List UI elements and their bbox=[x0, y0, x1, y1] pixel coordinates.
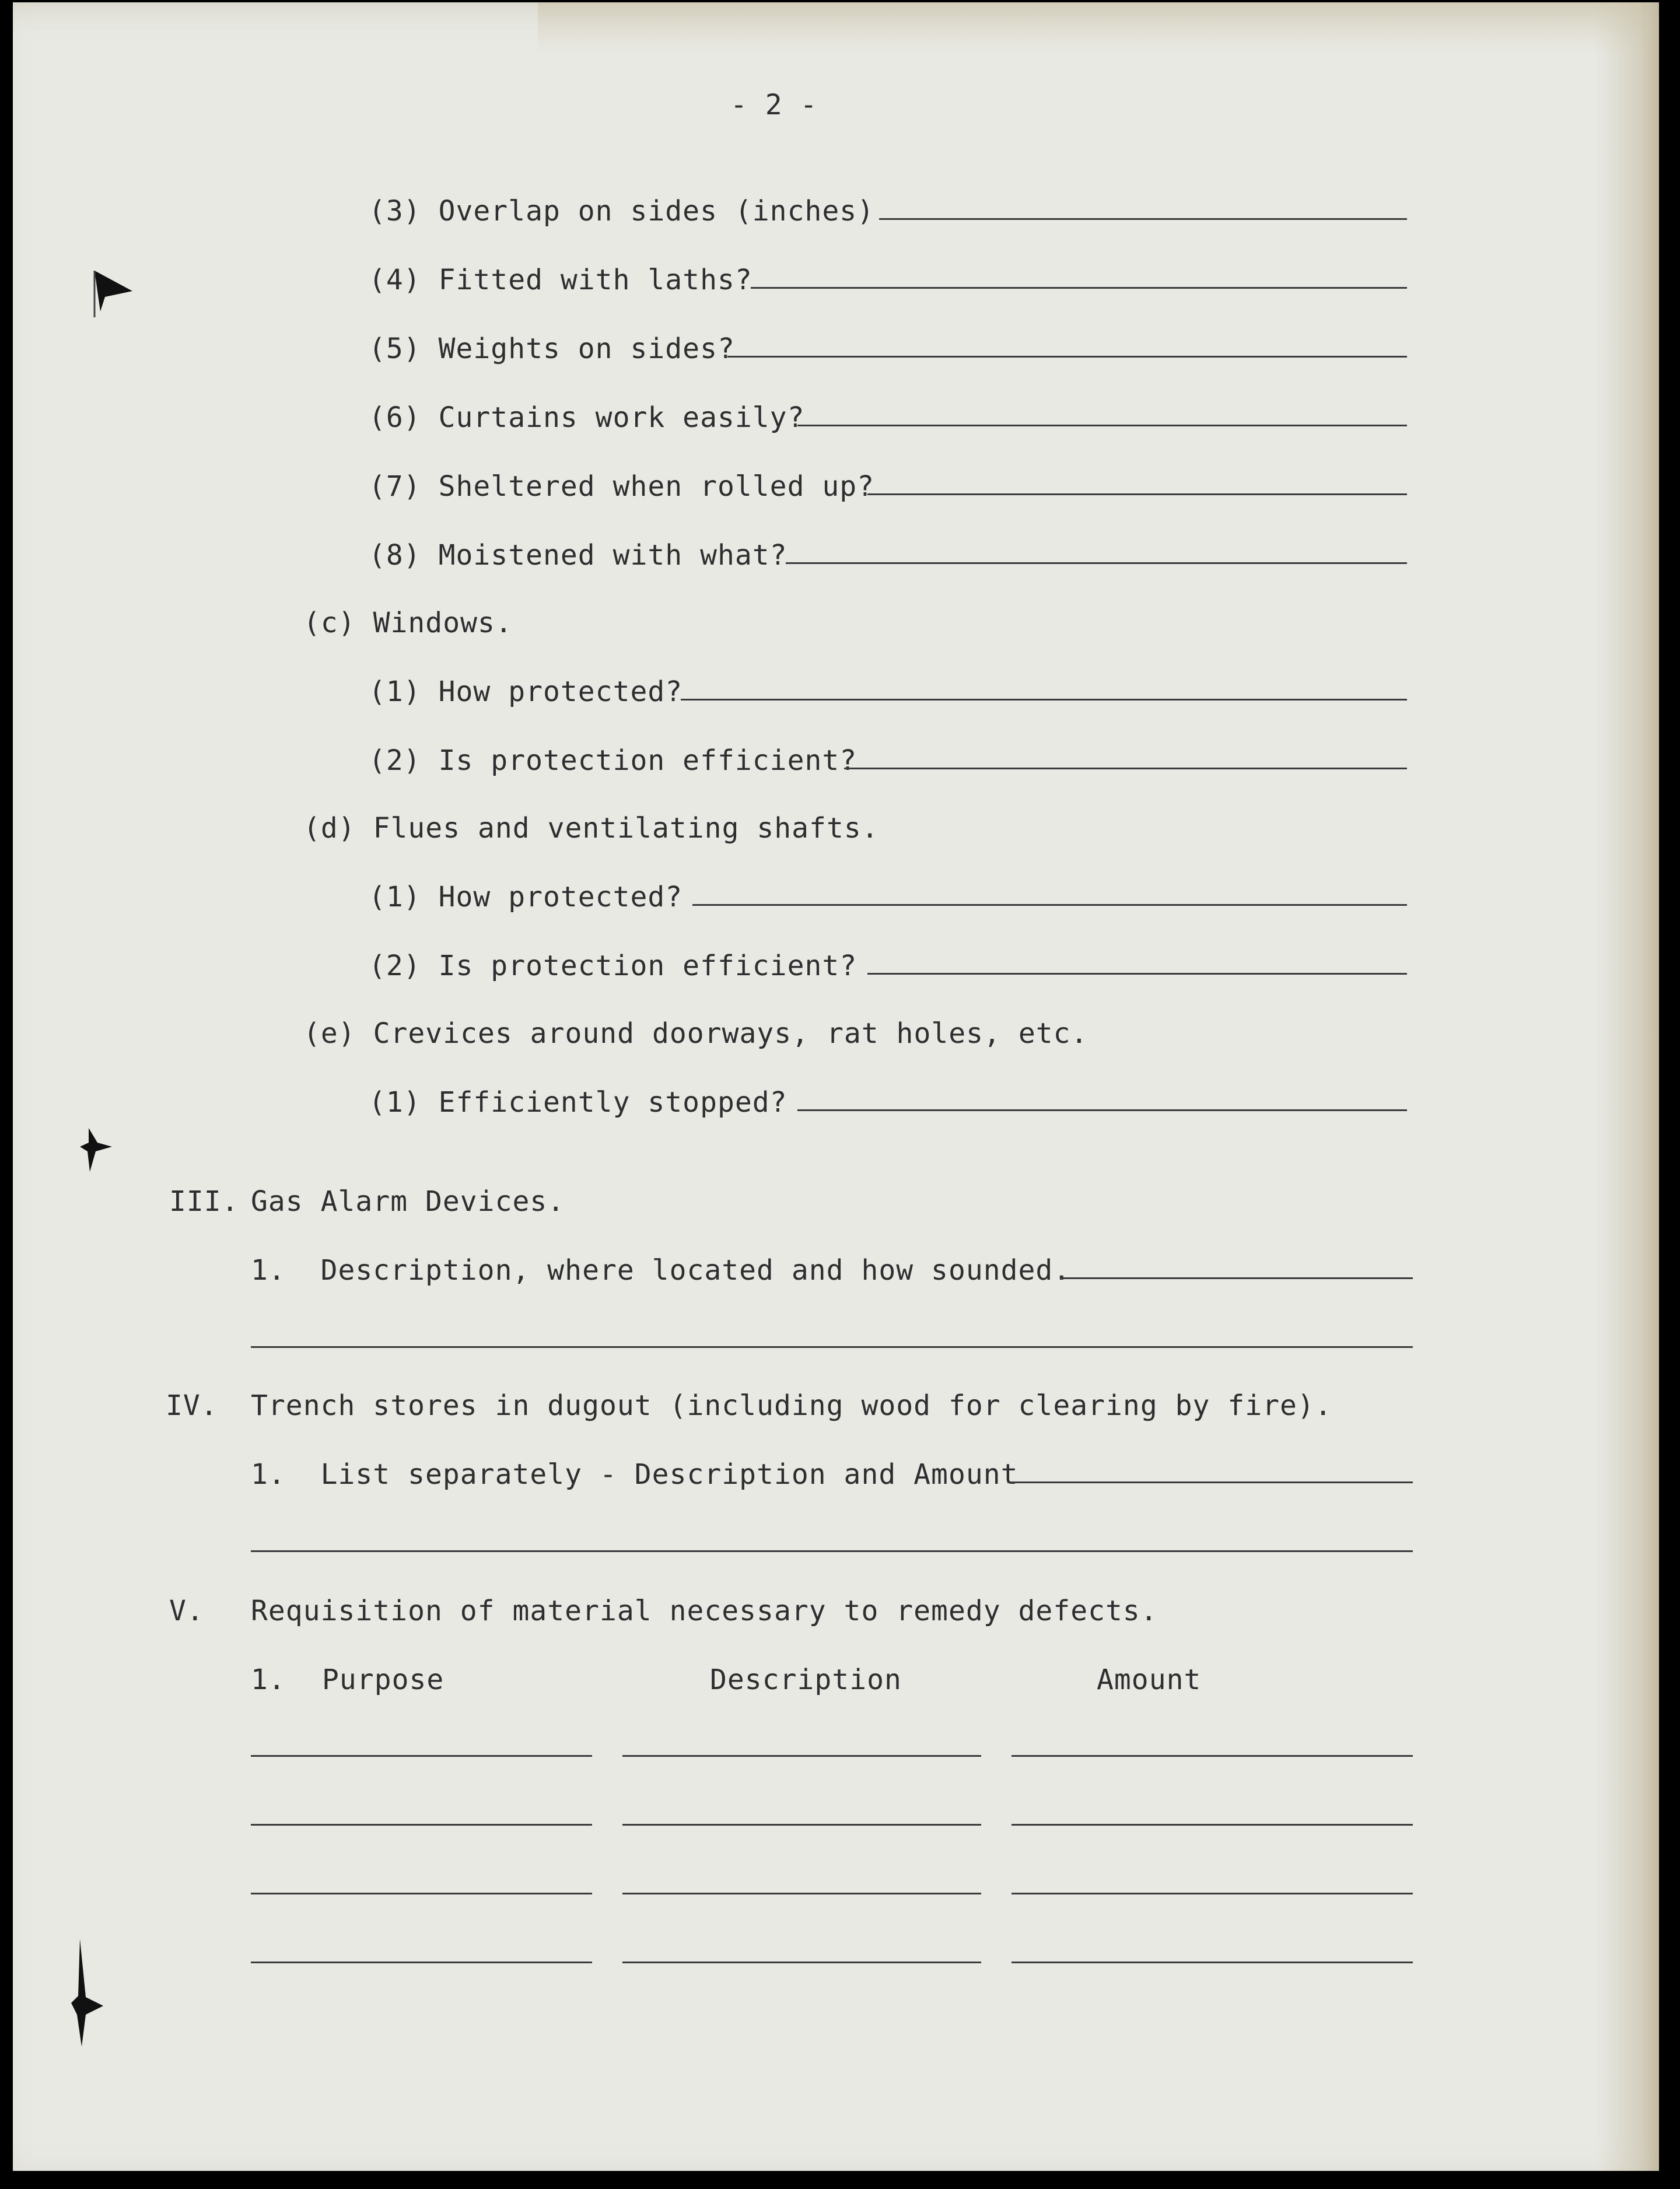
curtains-answer-line[interactable] bbox=[797, 425, 1407, 426]
column-header-amount: Amount bbox=[1097, 1663, 1202, 1696]
column-header-purpose: Purpose bbox=[322, 1663, 444, 1696]
purpose-line[interactable] bbox=[251, 1893, 592, 1894]
item-laths-label: (4) Fitted with laths? bbox=[369, 264, 752, 296]
windows-how-answer-line[interactable] bbox=[681, 699, 1407, 701]
item-flues-how-label: (1) How protected? bbox=[369, 881, 683, 913]
section-iv-title: Trench stores in dugout (including wood for clearing by fire). bbox=[251, 1389, 1332, 1422]
purpose-line[interactable] bbox=[251, 1962, 592, 1963]
item-weights-label: (5) Weights on sides? bbox=[369, 332, 735, 365]
flues-how-answer-line[interactable] bbox=[692, 904, 1407, 906]
trench-stores-answer-line-2[interactable] bbox=[251, 1550, 1413, 1552]
item-flues-efficient-label: (2) Is protection efficient? bbox=[369, 950, 858, 982]
section-iii-item1-label: 1. Description, where located and how sounded. bbox=[251, 1254, 1071, 1287]
amount-line[interactable] bbox=[1012, 1893, 1413, 1894]
windows-efficient-answer-line[interactable] bbox=[844, 768, 1407, 769]
item-crevices-stopped-label: (1) Efficiently stopped? bbox=[369, 1086, 788, 1119]
paper-stain bbox=[538, 2, 1646, 55]
item-curtains-label: (6) Curtains work easily? bbox=[369, 401, 805, 434]
amount-line[interactable] bbox=[1012, 1755, 1413, 1757]
item-crevices-heading: (e) Crevices around doorways, rat holes, etc. bbox=[303, 1017, 1088, 1050]
document-page bbox=[13, 2, 1659, 2171]
fastener-hole-mark bbox=[71, 1116, 124, 1186]
section-iii-numeral: III. bbox=[169, 1185, 239, 1218]
section-iii-title: Gas Alarm Devices. bbox=[251, 1185, 565, 1218]
trench-stores-answer-line-1[interactable] bbox=[1007, 1481, 1413, 1483]
fastener-punch-mark bbox=[77, 259, 141, 323]
description-line[interactable] bbox=[622, 1824, 981, 1826]
section-iv-item1-label: 1. List separately - Description and Amount bbox=[251, 1458, 1019, 1491]
section-v-numeral: V. bbox=[169, 1595, 204, 1627]
section-v-item-number: 1. bbox=[251, 1663, 286, 1696]
item-moistened-label: (8) Moistened with what? bbox=[369, 539, 788, 572]
weights-answer-line[interactable] bbox=[727, 356, 1407, 358]
purpose-line[interactable] bbox=[251, 1824, 592, 1826]
description-line[interactable] bbox=[622, 1893, 981, 1894]
section-iv-numeral: IV. bbox=[166, 1389, 218, 1422]
sheltered-answer-line[interactable] bbox=[867, 493, 1407, 495]
item-windows-how-label: (1) How protected? bbox=[369, 675, 683, 708]
item-sheltered-label: (7) Sheltered when rolled up? bbox=[369, 470, 875, 503]
moistened-answer-line[interactable] bbox=[786, 562, 1407, 564]
item-windows-heading: (c) Windows. bbox=[303, 607, 513, 639]
crevices-stopped-answer-line[interactable] bbox=[797, 1109, 1407, 1111]
paper-edge-stain bbox=[1595, 2, 1659, 2171]
description-line[interactable] bbox=[622, 1755, 981, 1757]
laths-answer-line[interactable] bbox=[751, 287, 1407, 289]
page-number: - 2 - bbox=[730, 89, 818, 121]
flues-efficient-answer-line[interactable] bbox=[867, 973, 1407, 975]
item-overlap-label: (3) Overlap on sides (inches) bbox=[369, 195, 875, 227]
gas-alarm-answer-line-2[interactable] bbox=[251, 1346, 1413, 1348]
amount-line[interactable] bbox=[1012, 1824, 1413, 1826]
gas-alarm-answer-line-1[interactable] bbox=[1060, 1277, 1413, 1279]
column-header-description: Description bbox=[710, 1663, 902, 1696]
item-flues-heading: (d) Flues and ventilating shafts. bbox=[303, 812, 879, 845]
item-windows-efficient-label: (2) Is protection efficient? bbox=[369, 744, 858, 777]
section-v-title: Requisition of material necessary to remedy defects. bbox=[251, 1595, 1158, 1627]
purpose-line[interactable] bbox=[251, 1755, 592, 1757]
fastener-hole-mark bbox=[60, 1933, 118, 2050]
description-line[interactable] bbox=[622, 1962, 981, 1963]
overlap-answer-line[interactable] bbox=[879, 218, 1407, 220]
amount-line[interactable] bbox=[1012, 1962, 1413, 1963]
